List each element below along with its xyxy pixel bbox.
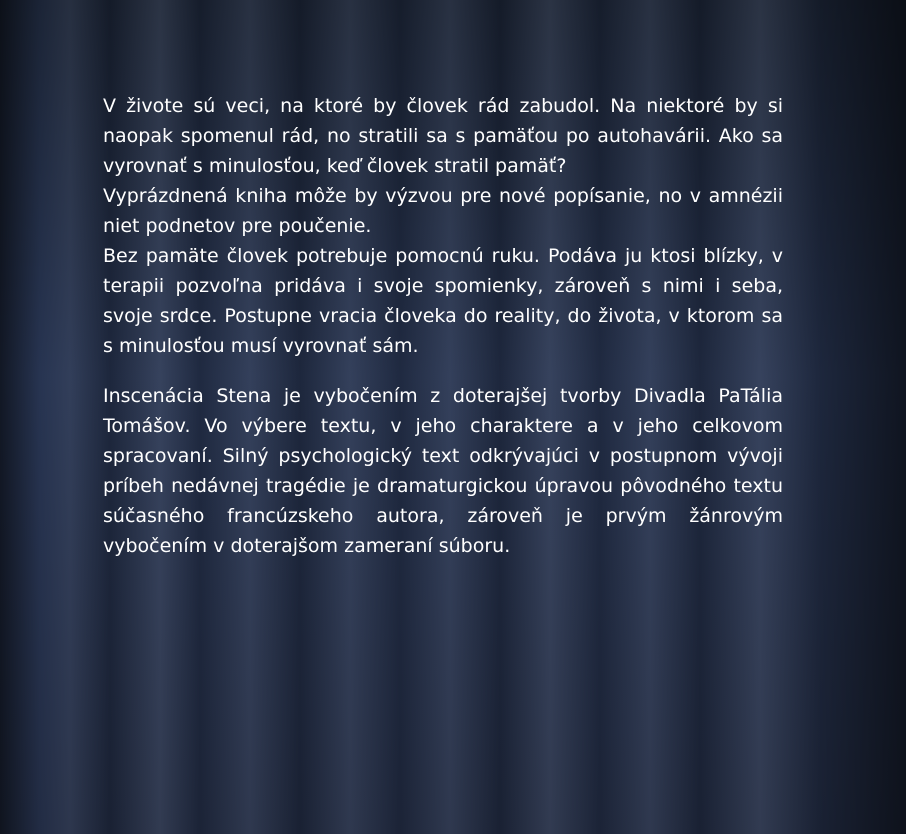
text-block	[103, 91, 783, 561]
paragraph-helping-hand: Bez pamäte človek potrebuje pomocnú ruku. Podáva ju ktosi blízky, v terapii pozvoľna pridáva i svoje spomienky, zároveň s nimi i seba, svoje srdce. Postupne vracia človeka do reality, do života, v ktorom sa s minulosťou musí vyrovnať sám.	[103, 245, 783, 357]
paragraph-production: Inscenácia Stena je vybočením z doterajšej tvorby Divadla PaTália Tomášov. Vo výbere textu, v jeho charaktere a v jeho celkovom spracovaní. Silný psychologický text odkrývajúci v postupnom vývoji príbeh nedávnej tragédie je dramaturgickou úpravou pôvodného textu súčasného francúzskeho autora, zároveň je prvým žánrovým vybočením v doterajšom zameraní súboru.	[103, 385, 783, 557]
paragraph-empty-book: Vyprázdnená kniha môže by výzvou pre nové popísanie, no v amnézii niet podnetov pre poučenie.	[103, 185, 783, 237]
paragraph-memory: V živote sú veci, na ktoré by človek rád zabudol. Na niektoré by si naopak spomenul rád, no stratili sa s pamäťou po autohavárii. Ako sa vyrovnať s minulosťou, keď človek stratil pamäť?	[103, 95, 783, 177]
